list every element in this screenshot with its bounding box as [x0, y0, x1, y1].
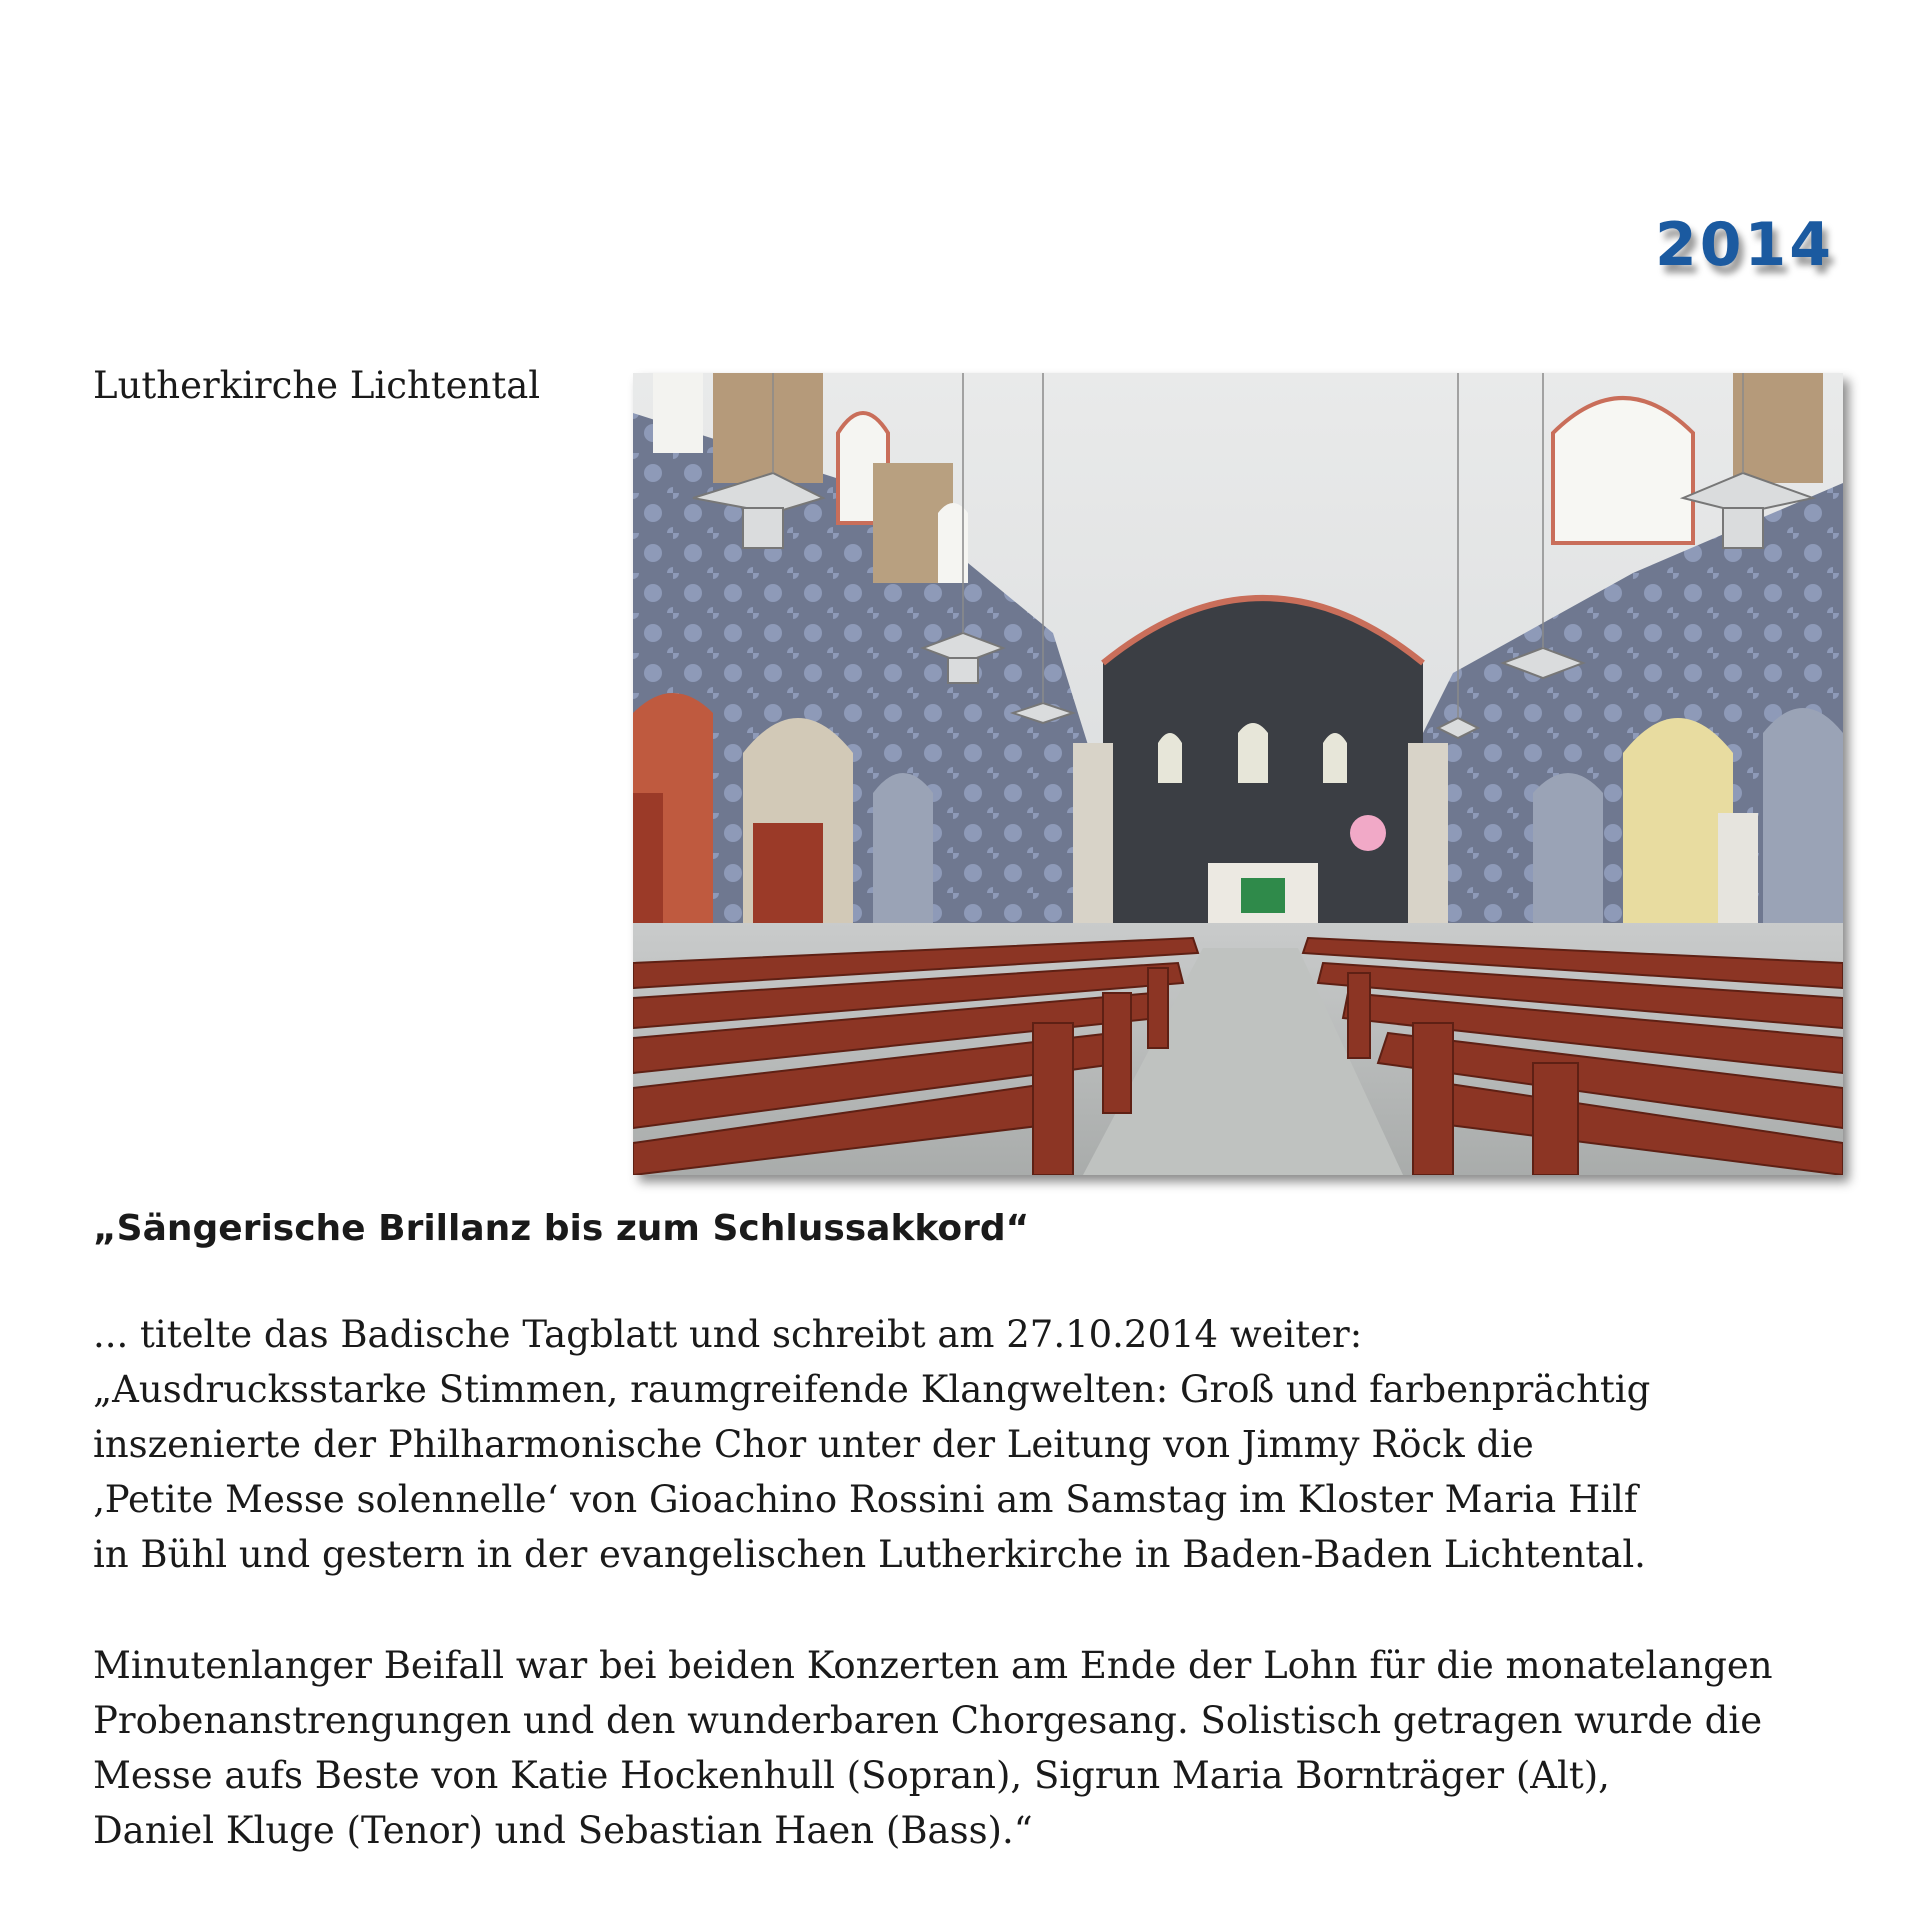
location-caption: Lutherkirche Lichtental	[93, 364, 541, 407]
paragraph-2-line: Minutenlanger Beifall war bei beiden Konzerten am Ende der Lohn für die monatelangen	[93, 1644, 1773, 1687]
church-interior-photo	[633, 373, 1843, 1175]
paragraph-2	[93, 1638, 1893, 1858]
paragraph-1-line: ... titelte das Badische Tagblatt und schreibt am 27.10.2014 weiter:	[93, 1313, 1363, 1356]
paragraph-1	[93, 1307, 1893, 1582]
paragraph-1-line: inszenierte der Philharmonische Chor unter der Leitung von Jimmy Röck die	[93, 1423, 1534, 1466]
paragraph-2-line: Daniel Kluge (Tenor) und Sebastian Haen (Bass).“	[93, 1809, 1033, 1852]
paragraph-1-line: ‚Petite Messe solennelle‘ von Gioachino Rossini am Samstag im Kloster Maria Hilf	[93, 1478, 1638, 1521]
paragraph-2-line: Messe aufs Beste von Katie Hockenhull (Sopran), Sigrun Maria Bornträger (Alt),	[93, 1754, 1610, 1797]
paragraph-1-line: „Ausdrucksstarke Stimmen, raumgreifende Klangwelten: Groß und farbenprächtig	[93, 1368, 1651, 1411]
paragraph-1-line: in Bühl und gestern in der evangelischen Lutherkirche in Baden-Baden Lichtental.	[93, 1533, 1646, 1576]
year-heading: 2014	[1655, 210, 1834, 280]
article-headline: „Sängerische Brillanz bis zum Schlussakkord“	[93, 1208, 1030, 1249]
paragraph-2-line: Probenanstrengungen und den wunderbaren Chorgesang. Solistisch getragen wurde die	[93, 1699, 1763, 1742]
